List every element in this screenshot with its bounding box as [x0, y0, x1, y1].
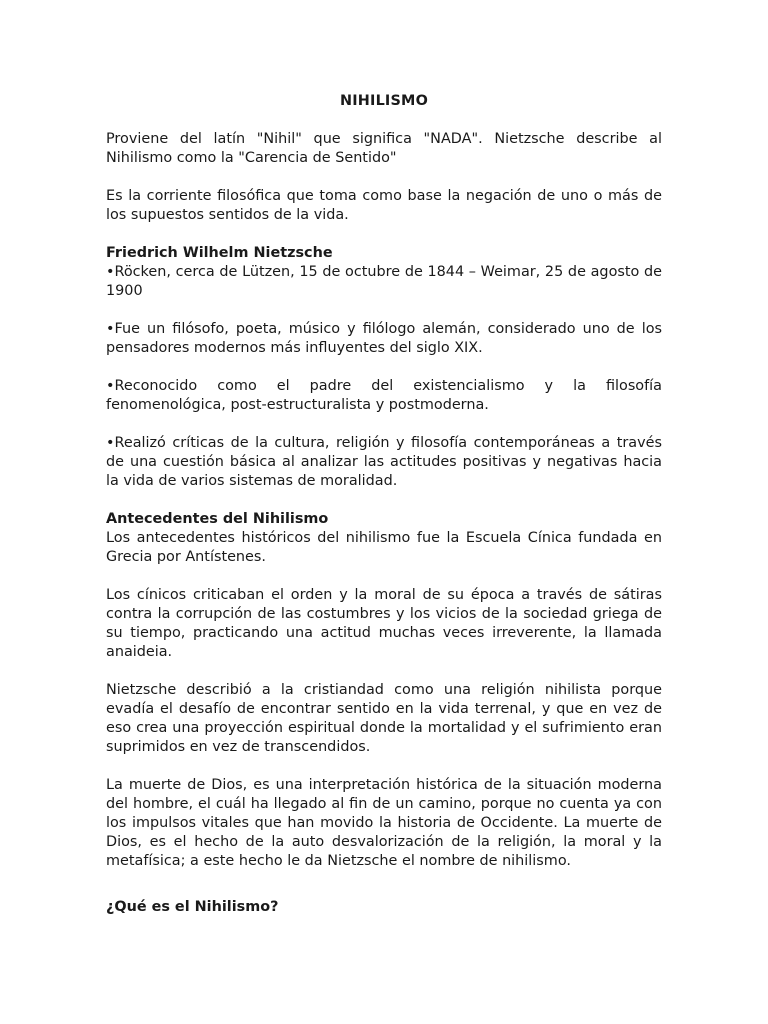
bullet-recognition: •Reconocido como el padre del existencialismo y la filosofía fenomenológica, post-estructuralista y postmoderna.	[106, 378, 662, 413]
spacer	[106, 662, 662, 681]
spacer	[106, 225, 662, 244]
document-title: NIHILISMO	[339, 93, 429, 109]
section-heading-nietzsche: Friedrich Wilhelm Nietzsche	[106, 245, 333, 261]
document-body	[106, 92, 662, 917]
spacer	[106, 415, 662, 434]
spacer	[106, 358, 662, 377]
bullet-critiques: •Realizó críticas de la cultura, religión y filosofía contemporáneas a través de una cuestión básica al analizar las actitudes positivas y negativas hacia la vida de varios sistemas de moralidad.	[106, 435, 662, 489]
intro-paragraph-1: Proviene del latín "Nihil" que significa "NADA". Nietzsche describe al Nihilismo como la "Carencia de Sentido"	[106, 131, 662, 166]
bullet-birth: •Röcken, cerca de Lützen, 15 de octubre de 1844 – Weimar, 25 de agosto de 1900	[106, 264, 662, 299]
section-heading-antecedentes: Antecedentes del Nihilismo	[106, 511, 329, 527]
section-heading-que-es: ¿Qué es el Nihilismo?	[106, 899, 279, 915]
paragraph-muerte-de-dios: La muerte de Dios, es una interpretación histórica de la situación moderna del hombre, el cuál ha llegado al fin de un camino, porque no cuenta ya con los impulsos vitales que han movido la historia de Occidente. La muerte de Dios, es el hecho de la auto desvalorización de la religión, la moral y la metafísica; a este hecho le da Nietzsche el nombre de nihilismo.	[106, 777, 662, 869]
spacer	[106, 168, 662, 187]
bullet-profession: •Fue un filósofo, poeta, músico y filólogo alemán, considerado uno de los pensadores modernos más influyentes del siglo XIX.	[106, 321, 662, 356]
paragraph-antecedentes: Los antecedentes históricos del nihilismo fue la Escuela Cínica fundada en Grecia por Antístenes.	[106, 530, 662, 565]
paragraph-cinicos: Los cínicos criticaban el orden y la moral de su época a través de sátiras contra la corrupción de las costumbres y los vicios de la sociedad griega de su tiempo, practicando una actitud muchas veces irreverente, la llamada anaideia.	[106, 587, 662, 660]
spacer	[106, 890, 662, 898]
intro-paragraph-2: Es la corriente filosófica que toma como base la negación de uno o más de los supuestos sentidos de la vida.	[106, 188, 662, 223]
spacer	[106, 871, 662, 890]
spacer	[106, 491, 662, 510]
spacer	[106, 301, 662, 320]
paragraph-cristiandad: Nietzsche describió a la cristiandad como una religión nihilista porque evadía el desafío de encontrar sentido en la vida terrenal, y que en vez de eso crea una proyección espiritual donde la mortalidad y el sufrimiento eran suprimidos en vez de transcendidos.	[106, 682, 662, 755]
spacer	[106, 567, 662, 586]
spacer	[106, 757, 662, 776]
